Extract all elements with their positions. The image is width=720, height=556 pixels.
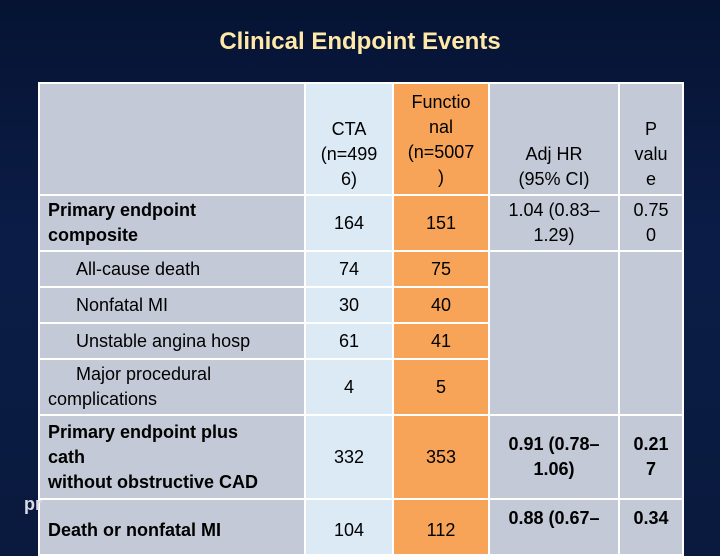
cta-value: 74 bbox=[305, 251, 393, 287]
endpoint-table bbox=[38, 82, 684, 556]
functional-value: 5 bbox=[393, 359, 489, 415]
p-value: 0.75 0 bbox=[619, 195, 683, 251]
functional-value: 40 bbox=[393, 287, 489, 323]
p-empty-cell bbox=[619, 251, 683, 415]
row-label: All-cause death bbox=[39, 251, 305, 287]
functional-value: 112 bbox=[393, 499, 489, 555]
functional-value: 75 bbox=[393, 251, 489, 287]
row-label: Primary endpoint composite bbox=[39, 195, 305, 251]
functional-value: 41 bbox=[393, 323, 489, 359]
table-row bbox=[39, 195, 683, 251]
header-cta: CTA (n=499 6) bbox=[305, 83, 393, 195]
hr-empty-cell bbox=[489, 251, 619, 415]
hr-value: 1.04 (0.83– 1.29) bbox=[489, 195, 619, 251]
functional-value: 151 bbox=[393, 195, 489, 251]
row-label: Death or nonfatal MI bbox=[39, 499, 305, 555]
row-label: Primary endpoint plus cath without obstructive CAD bbox=[39, 415, 305, 499]
cta-value: 332 bbox=[305, 415, 393, 499]
cta-value: 30 bbox=[305, 287, 393, 323]
hr-value: 0.88 (0.67– bbox=[489, 499, 619, 555]
table-row bbox=[39, 415, 683, 499]
functional-value: 353 bbox=[393, 415, 489, 499]
p-value: 0.21 7 bbox=[619, 415, 683, 499]
cta-value: 61 bbox=[305, 323, 393, 359]
header-blank-cell bbox=[39, 83, 305, 195]
hr-value: 0.91 (0.78– 1.06) bbox=[489, 415, 619, 499]
header-functional: Functio nal (n=5007 ) bbox=[393, 83, 489, 195]
header-adj-hr: Adj HR (95% CI) bbox=[489, 83, 619, 195]
p-value: 0.34 bbox=[619, 499, 683, 555]
table-row bbox=[39, 499, 683, 555]
partial-text-fragment: pr bbox=[24, 494, 42, 514]
header-p-value: P valu e bbox=[619, 83, 683, 195]
table-header-row bbox=[39, 83, 683, 195]
cta-value: 104 bbox=[305, 499, 393, 555]
row-label: Unstable angina hosp bbox=[39, 323, 305, 359]
cta-value: 4 bbox=[305, 359, 393, 415]
cta-value: 164 bbox=[305, 195, 393, 251]
row-label: Major procedural complications bbox=[39, 359, 305, 415]
row-label: Nonfatal MI bbox=[39, 287, 305, 323]
table-row bbox=[39, 251, 683, 287]
slide-title: Clinical Endpoint Events bbox=[219, 28, 501, 55]
